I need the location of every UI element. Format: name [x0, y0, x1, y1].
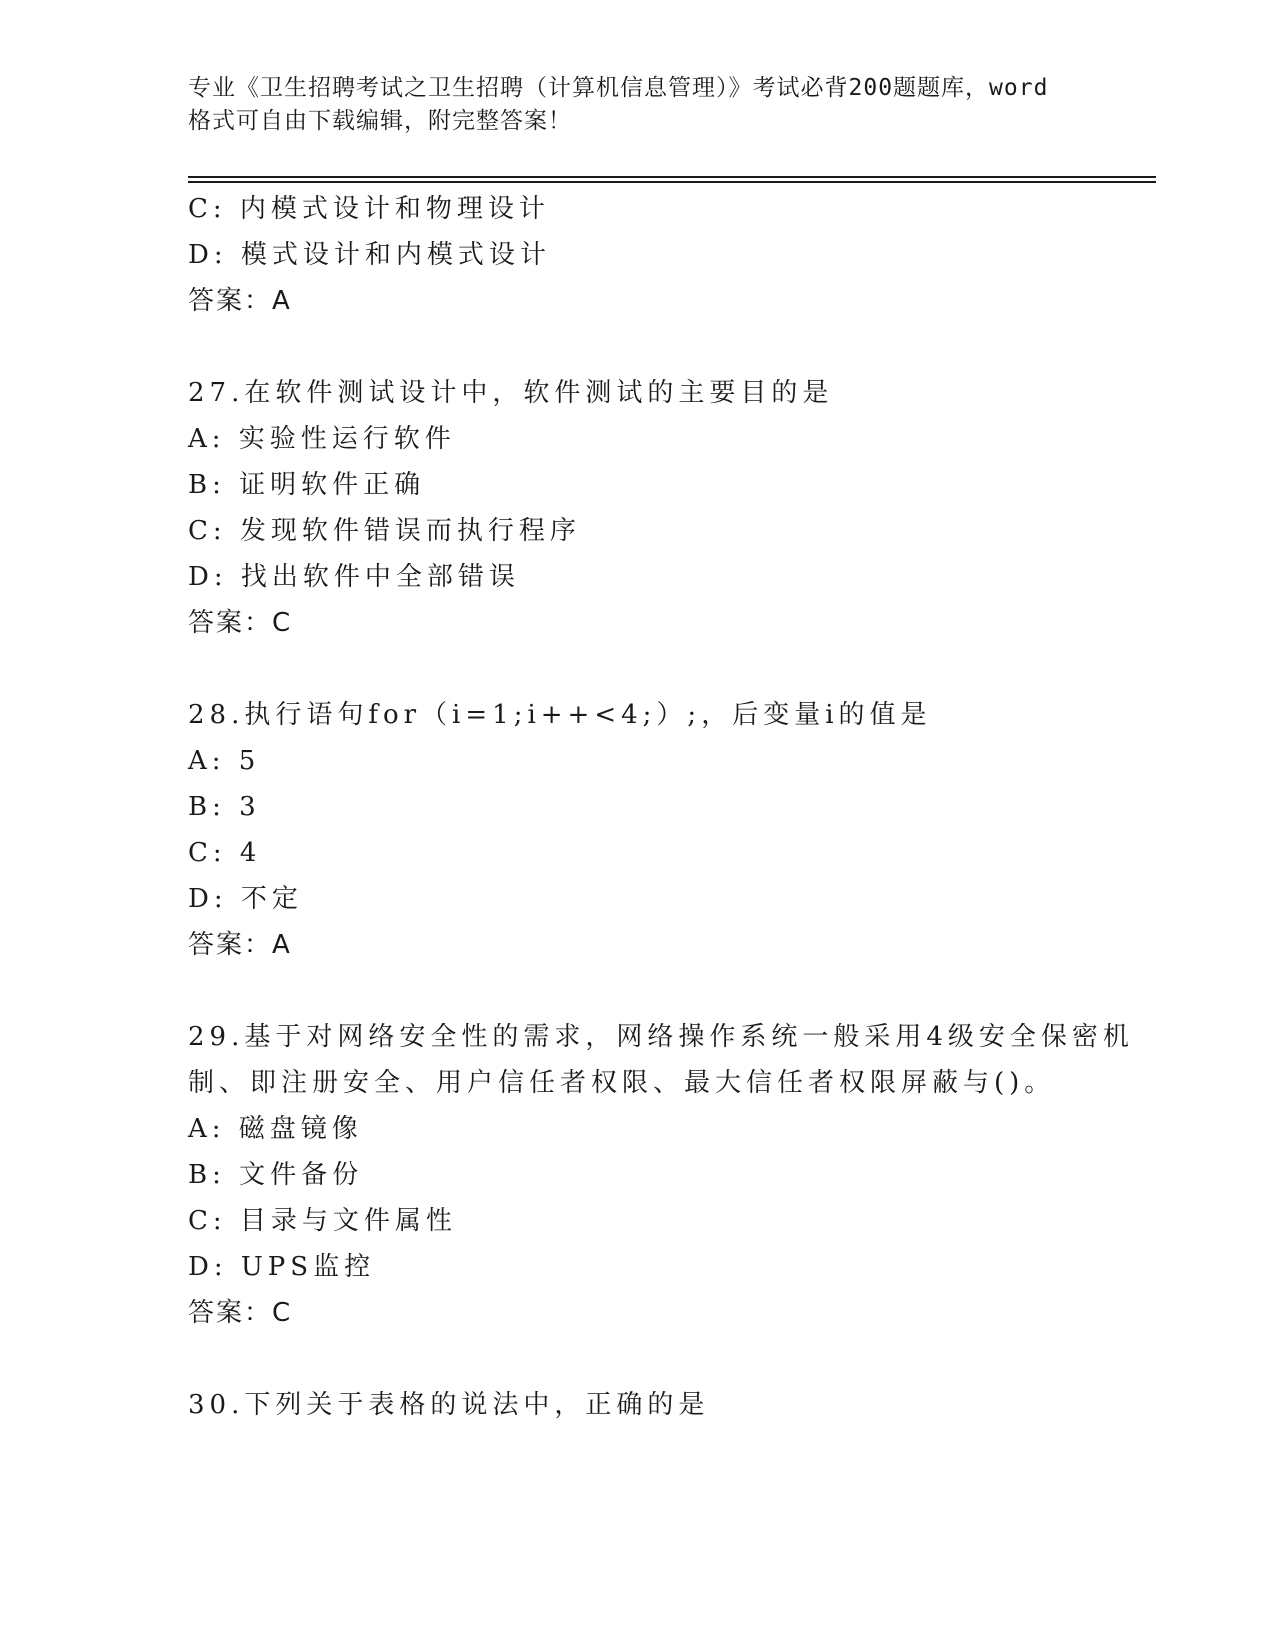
- option-b: B: 文件备份: [188, 1160, 364, 1190]
- option-c: C: 目录与文件属性: [188, 1206, 457, 1236]
- spacer: [188, 968, 1088, 1014]
- header-rule-top: [188, 176, 1156, 178]
- option-c: C: 内模式设计和物理设计: [188, 194, 550, 224]
- spacer: [188, 646, 1088, 692]
- option-d: D: 不定: [188, 884, 303, 914]
- question-text: 30.下列关于表格的说法中，正确的是: [188, 1390, 710, 1420]
- question-27: [188, 370, 1088, 646]
- option-d: D: 找出软件中全部错误: [188, 562, 520, 592]
- option-b: B: 3: [188, 792, 261, 822]
- question-text: 28.执行语句for（i=1;i++<4;）;，后变量i的值是: [188, 700, 932, 730]
- spacer: [188, 324, 1088, 370]
- question-text-line-1: 29.基于对网络安全性的需求，网络操作系统一般采用4级安全保密机: [188, 1022, 1134, 1052]
- answer-line: 答案：A: [188, 930, 292, 960]
- header-line-2: 格式可自由下载编辑，附完整答案！: [188, 108, 572, 134]
- header-rule-bottom: [188, 181, 1156, 183]
- option-c: C: 发现软件错误而执行程序: [188, 516, 581, 546]
- option-b: B: 证明软件正确: [188, 470, 426, 500]
- option-a: A: 5: [188, 746, 261, 776]
- question-26-continuation: [188, 186, 1088, 324]
- question-text-line-2: 制、即注册安全、用户信任者权限、最大信任者权限屏蔽与()。: [188, 1068, 1056, 1098]
- question-list: [188, 186, 1134, 1428]
- answer-line: 答案：C: [188, 608, 293, 638]
- spacer: [188, 1336, 1088, 1382]
- option-c: C: 4: [188, 838, 262, 868]
- option-d: D: UPS监控: [188, 1252, 376, 1282]
- question-28: [188, 692, 1088, 968]
- header-line-1: 专业《卫生招聘考试之卫生招聘（计算机信息管理）》考试必背200题题库，word: [188, 75, 1049, 101]
- question-29: [188, 1014, 1134, 1336]
- document-header: [188, 72, 1088, 138]
- question-text: 27.在软件测试设计中，软件测试的主要目的是: [188, 378, 834, 408]
- option-a: A: 实验性运行软件: [188, 424, 456, 454]
- option-a: A: 磁盘镜像: [188, 1114, 363, 1144]
- answer-line: 答案：A: [188, 286, 292, 316]
- option-d: D: 模式设计和内模式设计: [188, 240, 551, 270]
- question-30: [188, 1382, 1088, 1428]
- answer-line: 答案：C: [188, 1298, 293, 1328]
